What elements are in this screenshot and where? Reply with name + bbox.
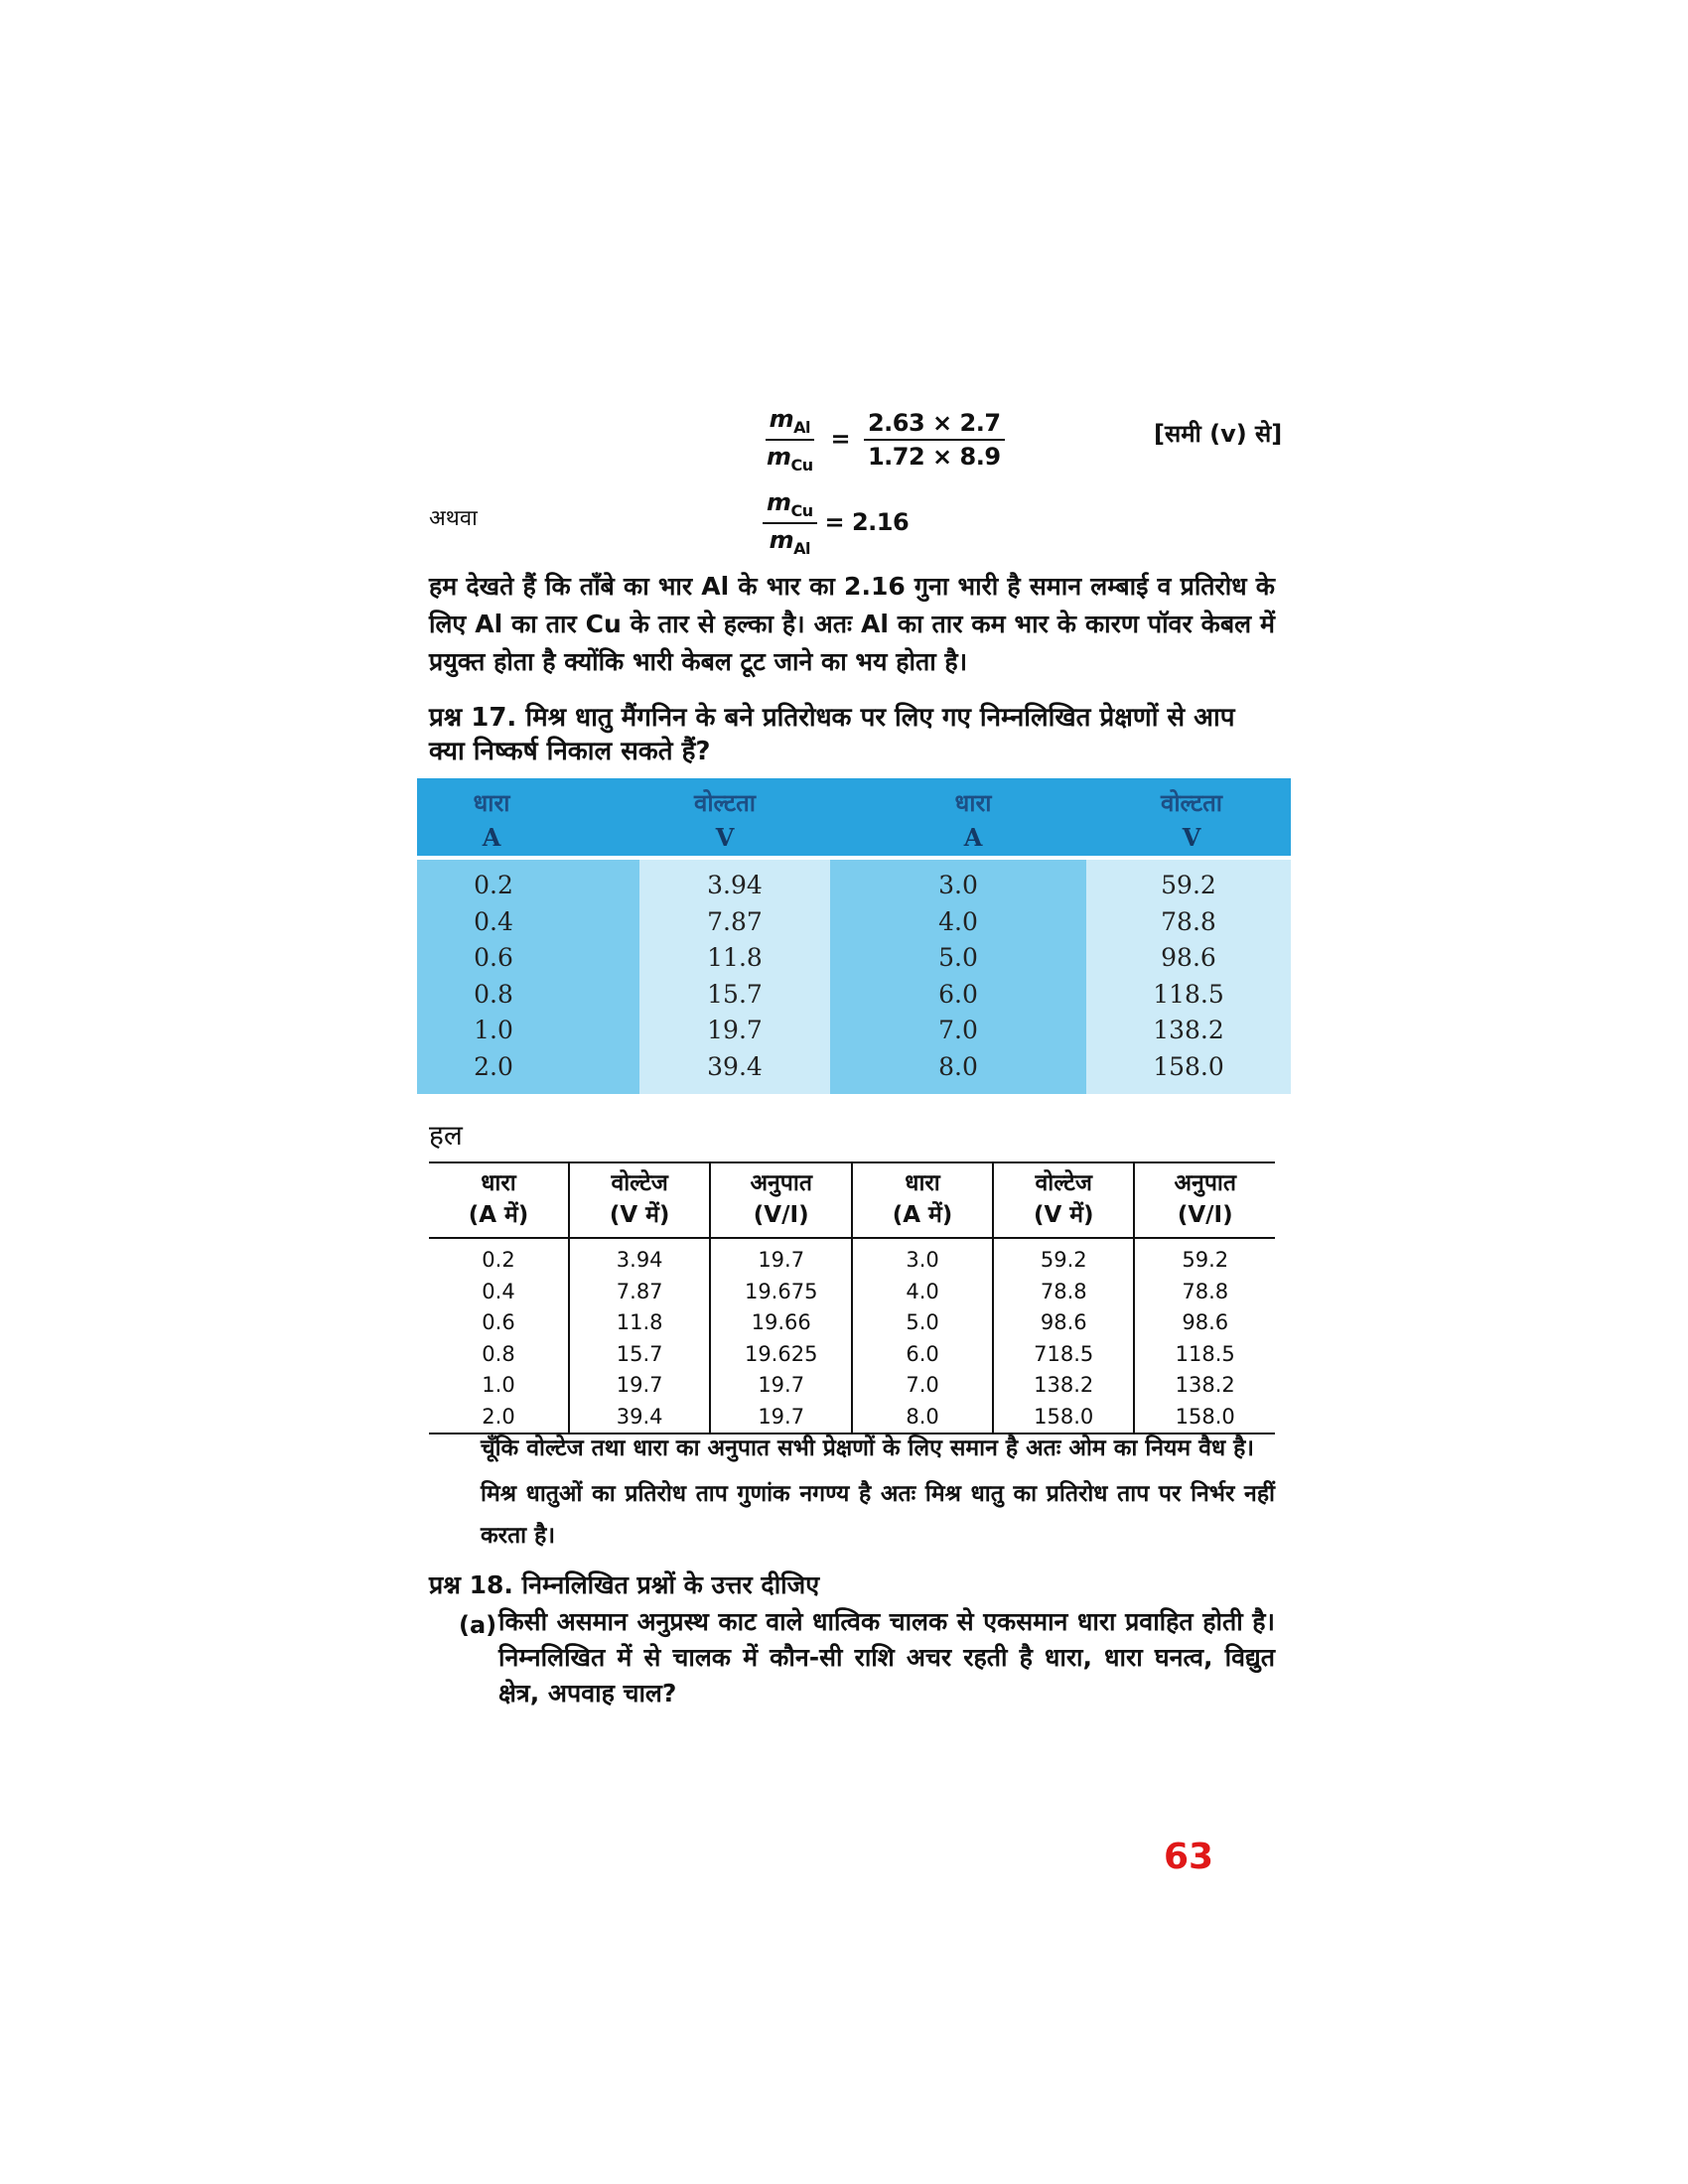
table-cell: 0.6 bbox=[482, 1310, 515, 1334]
column-values bbox=[417, 860, 639, 1085]
observations-table-header bbox=[417, 778, 1291, 856]
header-voltage-1 bbox=[645, 786, 804, 852]
cell-value: 158.0 bbox=[1153, 1051, 1224, 1081]
cell-value: 0.4 bbox=[474, 906, 513, 936]
table-cell: 4.0 bbox=[852, 1277, 993, 1308]
column-values bbox=[1086, 860, 1291, 1085]
table-cell: 78.8 bbox=[993, 1277, 1134, 1308]
header-unit: V bbox=[715, 823, 735, 852]
column-values bbox=[830, 860, 1086, 1085]
table-cell: 59.2 bbox=[1134, 1238, 1275, 1277]
table-cell: 19.7 bbox=[710, 1238, 852, 1277]
cell-value: 2.0 bbox=[474, 1051, 513, 1081]
cell-value: 1.0 bbox=[474, 1016, 513, 1044]
conclusion-alloy-resistance: मिश्र धातुओं का प्रतिरोध ताप गुणांक नगण्य है अतः मिश्र धातु का प्रतिरोध ताप पर निर्भर नहीं करता है। bbox=[481, 1481, 1275, 1549]
table-cell: 8.0 bbox=[852, 1402, 993, 1434]
fraction-lhs bbox=[763, 405, 817, 475]
header-current bbox=[429, 1162, 569, 1238]
symbol-m: m bbox=[769, 525, 794, 554]
solution-table-header-row bbox=[429, 1162, 1275, 1238]
cell-value: 118.5 bbox=[1153, 979, 1224, 1009]
cell-value: 7.87 bbox=[707, 906, 763, 936]
header-label: वोल्टता bbox=[1160, 788, 1223, 817]
result-value: = 2.16 bbox=[824, 507, 910, 536]
cell-value: 0.6 bbox=[474, 943, 513, 972]
table-cell: 718.5 bbox=[993, 1339, 1134, 1371]
header-line: अनुपात bbox=[750, 1170, 812, 1196]
table-cell: 15.7 bbox=[569, 1339, 710, 1371]
table-cell: 98.6 bbox=[993, 1307, 1134, 1339]
column-voltage-2 bbox=[1086, 860, 1291, 1094]
table-cell: 19.66 bbox=[710, 1307, 852, 1339]
header-line: धारा bbox=[905, 1170, 940, 1196]
table-cell: 1.0 bbox=[482, 1373, 515, 1397]
table-cell: 6.0 bbox=[852, 1339, 993, 1371]
symbol-m: m bbox=[767, 442, 791, 471]
column-current-1 bbox=[417, 860, 639, 1094]
header-unit: V bbox=[1182, 823, 1201, 852]
equation-mass-ratio bbox=[763, 405, 1005, 475]
header-line: (V में) bbox=[1033, 1202, 1094, 1228]
column-current-2 bbox=[830, 860, 1086, 1094]
table-cell: 138.2 bbox=[1134, 1370, 1275, 1402]
table-cell: 19.7 bbox=[710, 1370, 852, 1402]
table-cell: 19.7 bbox=[710, 1402, 852, 1434]
symbol-m: m bbox=[769, 405, 794, 433]
cell-value: 4.0 bbox=[938, 906, 978, 936]
solution-label: हल bbox=[429, 1119, 463, 1152]
header-line: वोल्टेज bbox=[611, 1170, 668, 1196]
cell-value: 7.0 bbox=[938, 1016, 978, 1044]
table-cell: 158.0 bbox=[1134, 1402, 1275, 1434]
subscript: Al bbox=[793, 417, 811, 437]
header-unit: A bbox=[963, 823, 983, 852]
table-cell: 0.4 bbox=[482, 1279, 515, 1303]
fraction-denominator: 1.72 × 8.9 bbox=[867, 442, 1001, 471]
cell-value: 59.2 bbox=[1161, 871, 1216, 899]
cell-value: 8.0 bbox=[938, 1051, 978, 1081]
cell-value: 78.8 bbox=[1161, 906, 1216, 936]
equation-ratio-result bbox=[763, 488, 909, 558]
symbol-m: m bbox=[767, 488, 791, 516]
subscript: Cu bbox=[790, 455, 813, 475]
cell-value: 3.94 bbox=[707, 871, 763, 899]
table-cell: 19.7 bbox=[569, 1370, 710, 1402]
header-current-1 bbox=[417, 786, 566, 852]
table-cell: 78.8 bbox=[1134, 1277, 1275, 1308]
fraction-ratio bbox=[763, 488, 817, 558]
table-row bbox=[429, 1307, 1275, 1339]
table-cell: 0.2 bbox=[482, 1248, 515, 1272]
table-cell: 2.0 bbox=[429, 1402, 569, 1434]
table-row bbox=[429, 1277, 1275, 1308]
header-voltage bbox=[993, 1162, 1134, 1238]
header-voltage bbox=[569, 1162, 710, 1238]
table-cell: 98.6 bbox=[1134, 1307, 1275, 1339]
table-row bbox=[429, 1238, 1275, 1277]
table-cell: 7.0 bbox=[852, 1370, 993, 1402]
fraction-rhs bbox=[864, 409, 1005, 471]
table-cell: 39.4 bbox=[569, 1402, 710, 1434]
header-line: (V में) bbox=[609, 1202, 670, 1228]
table-cell: 138.2 bbox=[993, 1370, 1134, 1402]
or-label: अथवा bbox=[429, 506, 478, 531]
question-18a-label: (a) bbox=[459, 1611, 497, 1639]
cell-value: 5.0 bbox=[938, 943, 978, 972]
cell-value: 3.0 bbox=[938, 871, 978, 899]
header-label: धारा bbox=[473, 788, 510, 817]
column-voltage-1 bbox=[639, 860, 830, 1094]
table-cell: 3.0 bbox=[852, 1238, 993, 1277]
subscript: Al bbox=[793, 538, 811, 558]
header-line: (V/I) bbox=[1177, 1202, 1233, 1228]
subscript: Cu bbox=[790, 500, 813, 520]
equation-reference: [समी (v) से] bbox=[1154, 420, 1283, 448]
observations-table bbox=[417, 778, 1291, 1094]
table-cell: 118.5 bbox=[1134, 1339, 1275, 1371]
question-18: प्रश्न 18. निम्नलिखित प्रश्नों के उत्तर दीजिए bbox=[429, 1570, 820, 1599]
cell-value: 19.7 bbox=[707, 1016, 763, 1044]
table-cell: 19.625 bbox=[710, 1339, 852, 1371]
header-line: अनुपात bbox=[1174, 1170, 1236, 1196]
table-row bbox=[429, 1339, 1275, 1371]
cell-value: 98.6 bbox=[1161, 943, 1216, 972]
solution-table bbox=[429, 1161, 1275, 1434]
column-values bbox=[639, 860, 830, 1085]
cell-value: 39.4 bbox=[707, 1051, 763, 1081]
header-voltage-2 bbox=[1112, 786, 1271, 852]
table-cell: 19.675 bbox=[710, 1277, 852, 1308]
table-cell: 7.87 bbox=[569, 1277, 710, 1308]
header-line: (A में) bbox=[468, 1202, 529, 1228]
header-label: वोल्टता bbox=[693, 788, 757, 817]
table-cell: 11.8 bbox=[569, 1307, 710, 1339]
header-ratio bbox=[1134, 1162, 1275, 1238]
paragraph-explanation: हम देखते हैं कि ताँबे का भार Al के भार का 2.16 गुना भारी है समान लम्बाई व प्रतिरोध के लिए Al का तार Cu के तार से हल्का है। अतः Al का तार कम भार के कारण पॉवर केबल में प्रयुक्त होता है क्योंकि भारी केबल टूट जाने का भय होता है। bbox=[429, 572, 1275, 676]
cell-value: 6.0 bbox=[938, 979, 978, 1009]
table-cell: 59.2 bbox=[993, 1238, 1134, 1277]
header-line: (A में) bbox=[892, 1202, 953, 1228]
header-current bbox=[852, 1162, 993, 1238]
conclusion-ohms-law: चूँकि वोल्टेज तथा धारा का अनुपात सभी प्रेक्षणों के लिए समान है अतः ओम का नियम वैध है। bbox=[481, 1435, 1255, 1461]
header-current-2 bbox=[894, 786, 1053, 852]
header-line: धारा bbox=[481, 1170, 516, 1196]
cell-value: 15.7 bbox=[707, 979, 763, 1009]
table-row bbox=[429, 1370, 1275, 1402]
cell-value: 11.8 bbox=[707, 943, 763, 972]
header-unit: A bbox=[482, 823, 501, 852]
header-line: वोल्टेज bbox=[1035, 1170, 1092, 1196]
table-cell: 3.94 bbox=[569, 1238, 710, 1277]
cell-value: 0.2 bbox=[474, 871, 513, 899]
header-label: धारा bbox=[954, 788, 992, 817]
cell-value: 0.8 bbox=[474, 979, 513, 1009]
question-17: प्रश्न 17. मिश्र धातु मैंगनिन के बने प्रतिरोधक पर लिए गए निम्नलिखित प्रेक्षणों से आप क्या निष्कर्ष निकाल सकते हैं? bbox=[429, 703, 1235, 766]
table-cell: 5.0 bbox=[852, 1307, 993, 1339]
question-18a: किसी असमान अनुप्रस्थ काट वाले धात्विक चालक से एकसमान धारा प्रवाहित होती है। निम्नलिखित में से चालक में कौन-सी राशि अचर रहती है धारा, धारा घनत्व, विद्युत क्षेत्र, अपवाह चाल? bbox=[498, 1607, 1275, 1707]
page-number: 63 bbox=[1164, 1837, 1214, 1877]
header-line: (V/I) bbox=[753, 1202, 809, 1228]
table-cell: 0.8 bbox=[482, 1341, 515, 1366]
table-cell: 158.0 bbox=[993, 1402, 1134, 1434]
cell-value: 138.2 bbox=[1153, 1016, 1224, 1044]
fraction-numerator: 2.63 × 2.7 bbox=[864, 409, 1005, 441]
equals-sign: = bbox=[830, 424, 851, 453]
header-ratio bbox=[710, 1162, 852, 1238]
